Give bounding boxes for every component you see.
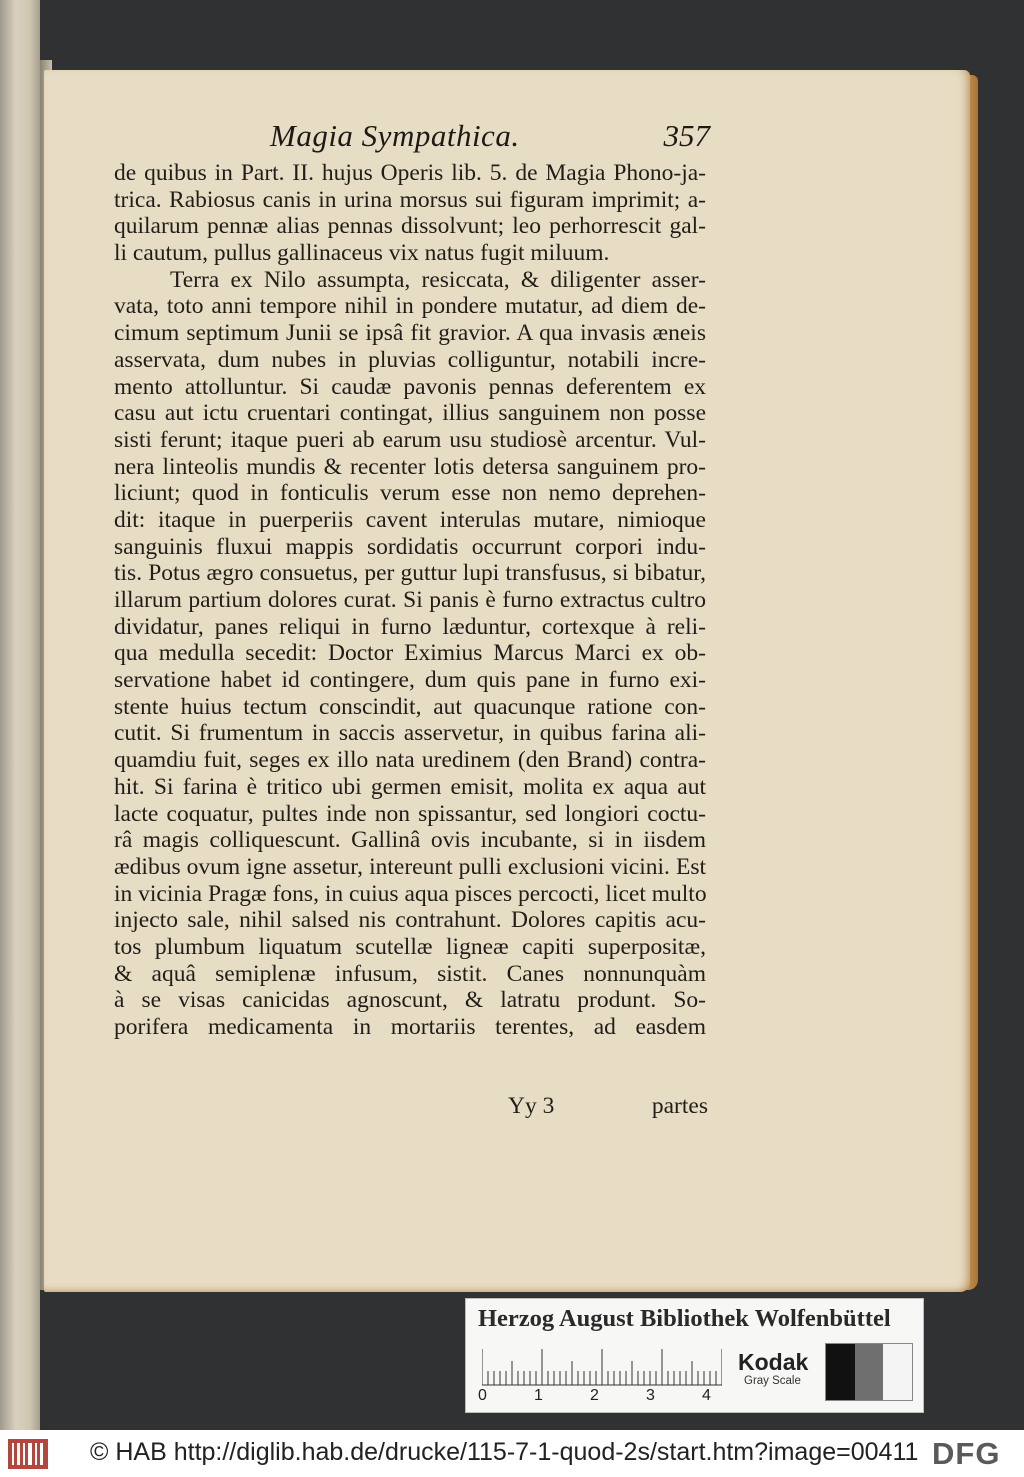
- text-line: injecto sale, nihil salsed nis contrahunt. Dolores capitis acu-: [114, 907, 706, 934]
- text-line: porifera medicamenta in mortariis terentes, ad easdem: [114, 1014, 706, 1040]
- text-line: sisti ferunt; itaque pueri ab earum usu studiosè arcentur. Vul-: [114, 426, 706, 453]
- text-line: tis. Potus ægro consuetus, per guttur lupi transfusus, si bibatur,: [114, 560, 706, 587]
- text-line: quamdiu fuit, seges ex illo nata uredinem (den Brand) contra-: [114, 747, 706, 774]
- text-line: cutit. Si frumentum in saccis asservetur, in quibus farina ali-: [114, 720, 706, 747]
- text-line: mento attolluntur. Si caudæ pavonis pennas deferentem ex: [114, 373, 706, 400]
- text-line: liciunt; quod in fonticulis verum esse non nemo deprehen-: [114, 480, 706, 507]
- scale-number: 0: [478, 1387, 487, 1404]
- text-line: dit: itaque in puerperiis cavent interulas mutare, nimioque: [114, 506, 706, 533]
- scale-number: 4: [702, 1387, 711, 1404]
- scale-number: 3: [646, 1387, 655, 1404]
- color-reference-card: [465, 1298, 924, 1413]
- gray-scale-label: Gray Scale: [744, 1375, 801, 1387]
- text-line: sanguinis fluxui mappis sordidatis occurrunt corpori indu-: [114, 533, 706, 560]
- text-line: stente huius tectum conscindit, aut quacunque ratione con-: [114, 693, 706, 720]
- body-text: [114, 160, 706, 1041]
- book-spine: [0, 0, 40, 1430]
- bottom-bar: [0, 1430, 1024, 1477]
- library-name: Herzog August Bibliothek Wolfenbüttel: [478, 1305, 891, 1332]
- text-line: trica. Rabiosus canis in urina morsus sui figuram imprimit; a-: [114, 186, 706, 213]
- text-line: tos plumbum liquatum scutellæ ligneæ capiti superpositæ,: [114, 933, 706, 960]
- text-line: râ magis colliquescunt. Gallinâ ovis incubante, si in iisdem: [114, 827, 706, 854]
- barcode-icon: [8, 1439, 48, 1469]
- page-number: 357: [663, 118, 710, 153]
- catchword: partes: [651, 1093, 708, 1119]
- text-line: dividatur, panes reliqui in furno læduntur, cortexque à reli-: [114, 613, 706, 640]
- scale-number: 2: [590, 1387, 599, 1404]
- text-line: ædibus ovum igne assetur, intereunt pulli exclusioni vicini. Est: [114, 853, 706, 880]
- scale-number: 1: [534, 1387, 543, 1404]
- text-line: de quibus in Part. II. hujus Operis lib. 5. de Magia Phono-ja-: [114, 160, 706, 186]
- text-line: li cautum, pullus gallinaceus vix natus fugit miluum.: [114, 240, 610, 267]
- page-header: [230, 118, 710, 158]
- page-footer: [508, 1093, 708, 1123]
- text-line: quilarum pennæ alias pennas dissolvunt; leo perhorrescit gal-: [114, 213, 706, 240]
- text-line: vata, toto anni tempore nihil in pondere mutatur, ad diem de-: [114, 293, 706, 320]
- gray-scale-patches: [825, 1343, 913, 1401]
- text-line: asservata, dum nubes in pluvias colliguntur, notabili incre-: [114, 346, 706, 373]
- running-title: Magia Sympathica.: [270, 118, 520, 153]
- signature-mark: Yy 3: [508, 1093, 555, 1119]
- copyright-link[interactable]: © HAB http://diglib.hab.de/drucke/115-7-1-quod-2s/start.htm?image=00411: [90, 1438, 919, 1466]
- text-line: qua medulla secedit: Doctor Eximius Marcus Marci ex ob-: [114, 640, 706, 667]
- text-line: cimum septimum Junii se ipsâ fit gravior. A qua invasis æneis: [114, 320, 706, 347]
- text-line: & aquâ semiplenæ infusum, sistit. Canes nonnunquàm: [114, 960, 706, 987]
- text-line: servatione habet id contingere, dum quis pane in furno exi-: [114, 667, 706, 694]
- text-line: nera linteolis mundis & recenter lotis detersa sanguinem pro-: [114, 453, 706, 480]
- text-line: in vicinia Pragæ fons, in cuius aqua pisces percocti, licet multo: [114, 880, 707, 907]
- text-line: Terra ex Nilo assumpta, resiccata, & diligenter asser-: [170, 266, 706, 293]
- text-line: hit. Si farina è tritico ubi germen emisit, molita ex aqua aut: [114, 773, 706, 800]
- text-line: illarum partium dolores curat. Si panis è furno extractus cultro: [114, 587, 706, 613]
- kodak-logo: Kodak: [738, 1349, 809, 1375]
- text-line: à se visas canicidas agnoscunt, & latratu produnt. So-: [114, 987, 706, 1014]
- ruler-scale: [482, 1347, 722, 1387]
- dfg-logo: DFG: [932, 1436, 1001, 1471]
- text-line: lacte coquatur, pultes inde non spissantur, sed longiori coctu-: [114, 800, 706, 827]
- text-line: casu aut ictu cruentari contingat, illius sanguinem non posse: [114, 400, 706, 427]
